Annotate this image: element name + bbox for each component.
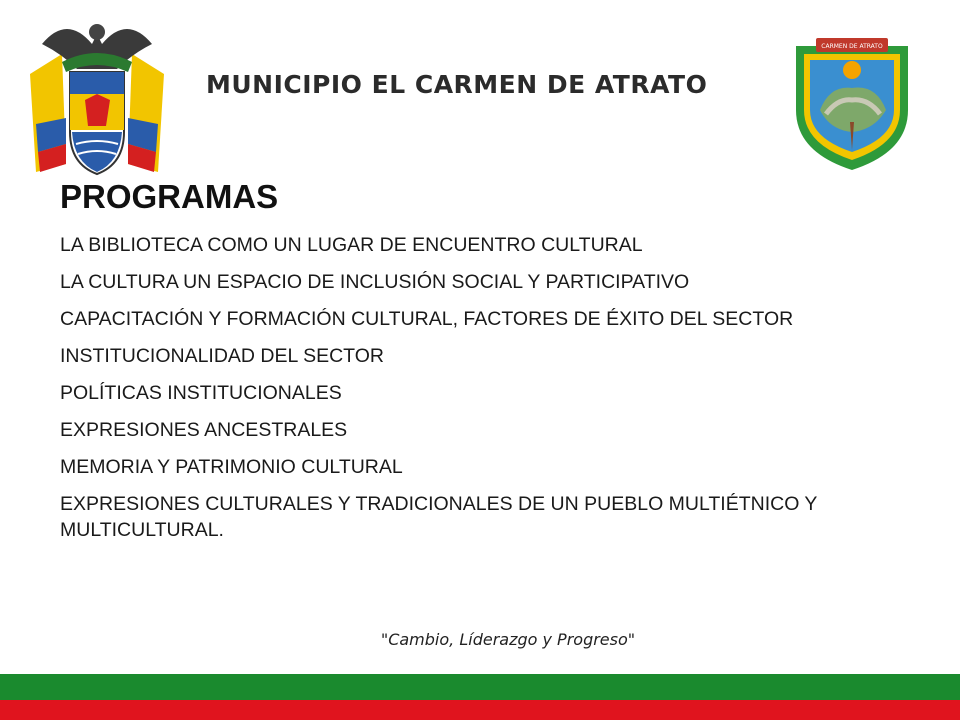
municipal-shield-logo xyxy=(790,30,914,174)
program-list xyxy=(60,232,920,554)
municipality-title: MUNICIPIO EL CARMEN DE ATRATO xyxy=(206,70,708,99)
shield-banner-text: CARMEN DE ATRATO xyxy=(821,43,883,50)
colombia-coat-of-arms-logo xyxy=(22,14,172,182)
program-item: MEMORIA Y PATRIMONIO CULTURAL xyxy=(60,456,403,478)
program-item: LA CULTURA UN ESPACIO DE INCLUSIÓN SOCIAL Y PARTICIPATIVO xyxy=(60,271,690,293)
footer-stripe-green xyxy=(0,674,960,700)
program-item: CAPACITACIÓN Y FORMACIÓN CULTURAL, FACTORES DE ÉXITO DEL SECTOR xyxy=(60,308,794,330)
program-item: INSTITUCIONALIDAD DEL SECTOR xyxy=(60,345,384,367)
program-item: EXPRESIONES CULTURALES Y TRADICIONALES DE UN PUEBLO MULTIÉTNICO Y MULTICULTURAL. xyxy=(60,493,818,541)
program-item: EXPRESIONES ANCESTRALES xyxy=(60,419,348,441)
program-item: LA BIBLIOTECA COMO UN LUGAR DE ENCUENTRO CULTURAL xyxy=(60,234,643,256)
slide-title: PROGRAMAS xyxy=(60,178,279,215)
shield-icon xyxy=(70,72,124,174)
program-item: POLÍTICAS INSTITUCIONALES xyxy=(60,382,342,404)
footer-stripe-red xyxy=(0,700,960,720)
footer-motto: "Cambio, Líderazgo y Progreso" xyxy=(380,630,636,649)
